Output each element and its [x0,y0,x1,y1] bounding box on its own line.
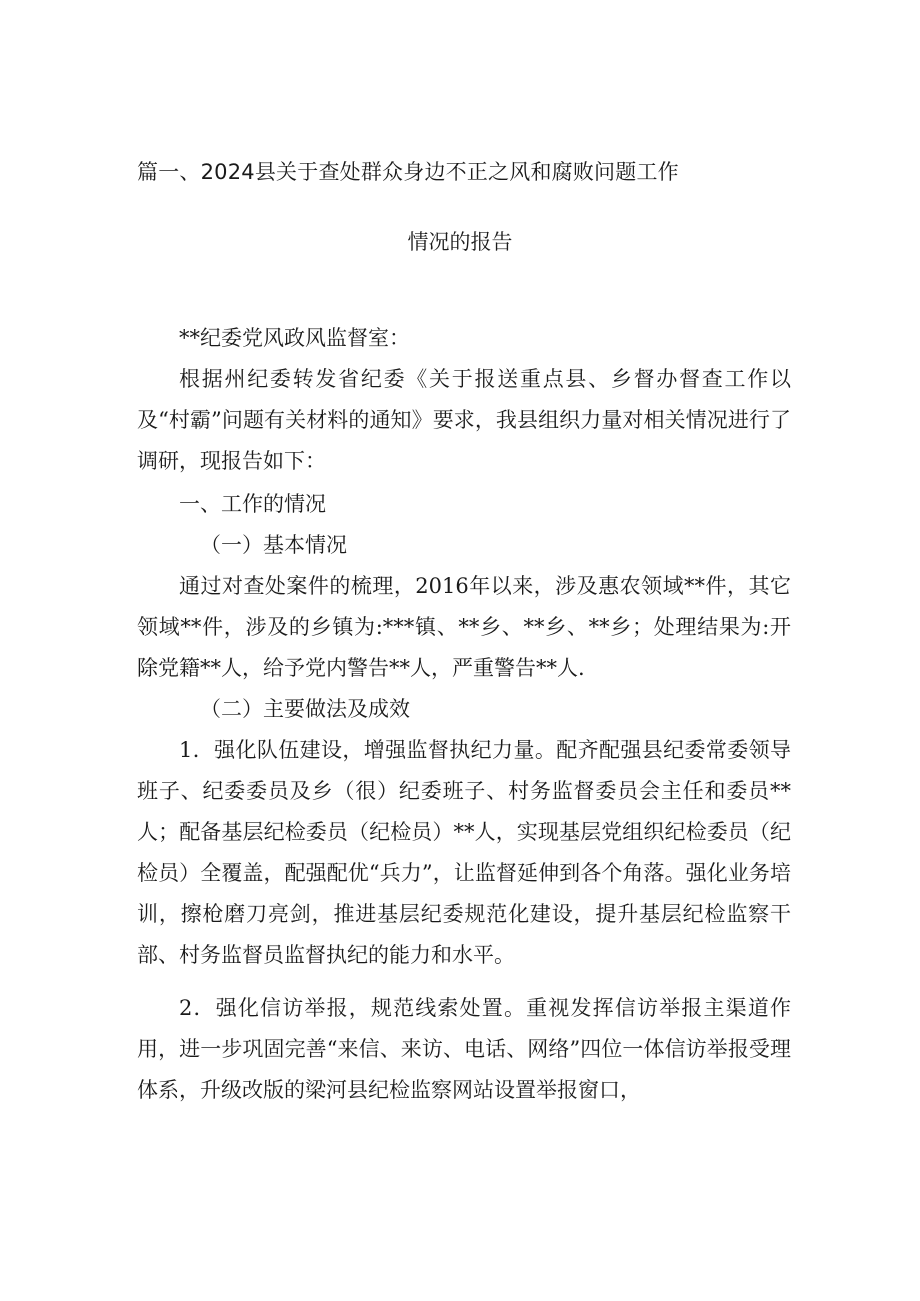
document-body [137,318,791,1111]
item-1-paragraph: 1．强化队伍建设，增强监督执纪力量。配齐配强县纪委常委领导班子、纪委委员及乡（很）纪委班子、村务监督委员会主任和委员**人；配备基层纪检委员（纪检员）**人，实现基层党组织纪检委员（纪检员）全覆盖，配强配优“兵力”，让监督延伸到各个角落。强化业务培训，擦枪磨刀亮剑，推进基层纪委规范化建设，提升基层纪检监察干部、村务监督员监督执纪的能力和水平。 [137,738,791,967]
subsection-heading-2: （二）主要做法及成效 [200,697,410,721]
subsection-1-paragraph: 通过对查处案件的梳理，2016年以来，涉及惠农领域**件，其它领域**件，涉及的乡镇为:***镇、**乡、**乡、**乡；处理结果为:开除党籍**人，给予党内警告**人，严重警告**人. [137,574,791,680]
subsection-heading-1: （一）基本情况 [200,533,347,557]
section-heading-1: 一、工作的情况 [179,492,326,516]
document-title-line-1: 篇一、2024县关于查处群众身边不正之风和腐败问题工作 [137,160,679,184]
item-2-paragraph: 2．强化信访举报，规范线索处置。重视发挥信访举报主渠道作用，进一步巩固完善“来信、来访、电话、网络”四位一体信访举报受理体系，升级改版的梁河县纪检监察网站设置举报窗口， [137,996,791,1102]
document-title-line-2: 情况的报告 [407,230,513,254]
intro-paragraph: 根据州纪委转发省纪委《关于报送重点县、乡督办督查工作以及“村霸”问题有关材料的通知》要求，我县组织力量对相关情况进行了调研，现报告如下： [137,367,791,473]
addressee: **纪委党风政风监督室： [179,326,410,350]
